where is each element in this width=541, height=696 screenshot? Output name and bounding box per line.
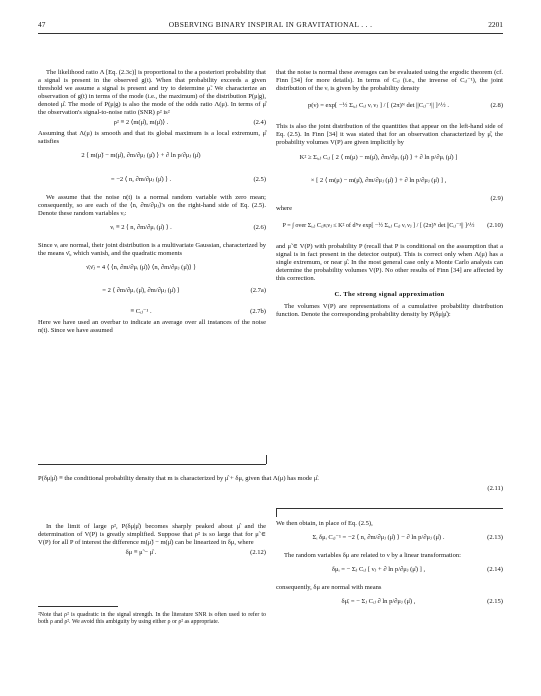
equation-2-5: 2 ⟨ m(μ̃) − m(μ̂), ∂m/∂μⱼ (μ̂) ⟩ + ∂ ln p/∂μⱼ (μ̂) xyxy=(81,152,201,159)
equation-2-15: δμ̄ᵢ = − Σⱼ Cᵢⱼ ∂ ln p/∂μⱼ (μ̂) , (2.15) xyxy=(341,598,503,605)
page-number: 47 xyxy=(38,20,46,29)
running-title: OBSERVING BINARY INSPIRAL IN GRAVITATIONAL . . . xyxy=(168,20,373,29)
paragraph: where xyxy=(276,205,292,212)
paragraph: This is also the joint distribution of the quantities that appear on the left-hand side of Eq. (2.5). In Finn [34] it was stated that for an observation characterized by μ̂, the probability volumes V(P) are given implicitly by xyxy=(276,123,503,146)
paragraph: consequently, δμ are normal with means xyxy=(276,584,382,591)
paragraph: The volumes V(P) are representations of a cumulative probability distribution function. Denote the corresponding probability density by P(δμ|μ̂): xyxy=(276,303,503,318)
right-column xyxy=(276,69,503,319)
running-header xyxy=(38,20,503,32)
equation-2-12: δμ ≡ μ̃ − μ̂ . (2.12) xyxy=(125,549,266,556)
equation-2-7a: = 2 ⟨ ∂m/∂μᵢ (μ̂), ∂m/∂μⱼ (μ̂) ⟩ (2.7a) xyxy=(102,287,266,294)
lower-right-column xyxy=(276,520,503,616)
paragraph: We assume that the noise n(t) is a normal random variable with zero mean; consequently, so are each of the ⟨n, ∂m/∂μⱼ⟩'s on the right-hand side of Eq. (2.5). Denote these random variables νᵢ: xyxy=(38,194,266,217)
paragraph: The random variables δμ are related to ν by a linear transformation: xyxy=(284,552,461,559)
equation-2-7: ν̄ᵢν̄ⱼ = 4 ⟨ ⟨n, ∂m/∂μᵢ (μ̂)⟩ ⟨n, ∂m/∂μⱼ (μ̂)⟩ ⟩ xyxy=(86,264,196,271)
paragraph: We then obtain, in place of Eq. (2.5), xyxy=(276,520,373,527)
equation-2-9-number: (2.9) xyxy=(490,195,503,202)
equation-2-14: δμᵢ = − Σⱼ Cᵢⱼ [ νⱼ + ∂ ln p/∂μⱼ (μ̂) ] , (2.14) xyxy=(331,566,503,573)
paragraph: that the noise is normal these averages can be evaluated using the ergodic theorem (cf. Finn [34] for more details). In terms of Cᵢⱼ (i.e., the inverse of Cᵢⱼ⁻¹), the joint distribution of the νᵢ is given by the probability density xyxy=(276,69,503,92)
equation-2-5-line2: = −2 ⟨ n, ∂m/∂μⱼ (μ̂) ⟩ . (2.5) xyxy=(110,176,266,183)
paragraph: Since νᵢ are normal, their joint distribution is a multivariate Gaussian, characterized by the means ν̄ᵢ, which vanish, and the quadratic moments xyxy=(38,242,266,257)
equation-2-11: P(δμ|μ̂) ≡ the conditional probability density that m is characterized by μ̂ + δμ, given that Λ(μ) has mode μ̂. (2.11) xyxy=(38,475,503,492)
column-rule-right-tick xyxy=(276,508,277,517)
column-rule-left-tick xyxy=(266,455,267,464)
equation-2-4: ρ² ≡ 2 ⟨m(μ̂), m(μ̂)⟩ . (2.4) xyxy=(113,119,266,126)
column-rule-left xyxy=(38,464,266,465)
equation-2-7b: ≡ Cᵢⱼ⁻¹ . (2.7b) xyxy=(130,308,266,315)
paragraph: and μ̃ ∈ V(P) with probability P (recall that P is conditional on the assumption that a signal is in fact present in the detector output). This is correct only when Λ(μ) has a single extremum, or near μ̂. In the most general case only a Monte Carlo analysis can determine the probability volumes V(P). No other results of Finn [34] are affected by this correction. xyxy=(276,243,503,282)
section-title: C. The strong signal approximation xyxy=(334,291,445,298)
paragraph: Here we have used an overbar to indicate an average over all instances of the noise n(t). Since we have assumed xyxy=(38,319,266,334)
equation-2-8: p(ν) = exp[ −½ Σᵢ,ⱼ Cᵢⱼ νᵢ νⱼ ] / [ (2π)ᴺ det ||Cᵢⱼ⁻¹|| ]^½ . (2.8) xyxy=(308,102,503,109)
paragraph: The likelihood ratio Λ [Eq. (2.3c)] is proportional to the a posteriori probability that a signal is present in the observed g(t). When that probability exceeds a given threshold we assume a signal is present and try to determine μ̃. We characterize an observation of g(t) in terms of the mode (i.e., the maximum) of the distribution P(μ|g), denoted μ̂. The mode of P(μ|g) is also the mode of the odds ratio Λ(μ). In terms of μ̂ the observation's signal-to-noise ratio (SNR) ρ² is² xyxy=(38,69,266,116)
footnote: ²Note that ρ² is quadratic in the signal strength. In the literature SNR is often used to refer to both ρ and ρ². We avoid this ambiguity by using either ρ or ρ² as appropriate. xyxy=(38,612,266,626)
footnote-rule xyxy=(38,606,118,607)
paragraph: In the limit of large ρ², P(δμ|μ̂) becomes sharply peaked about μ̂ and the determination of V(P) is greatly simplified. Suppose that ρ² is so large that for μ̃ ∈ V(P) for all P of interest the difference m(μ̃) − m(μ̂) can be linearized in δμ, where xyxy=(38,523,266,546)
equation-2-9-line2: × [ 2 ⟨ m(μ) − m(μ̂), ∂m/∂μⱼ (μ̂) ⟩ + ∂ ln p/∂μⱼ (μ̂) ] , xyxy=(310,177,447,184)
page-number-right: 2201 xyxy=(488,20,503,29)
equation-2-10: P = ∫ over Σᵢ,ⱼ Cᵢⱼνᵢνⱼ ≤ K² of dᴺν exp[ −½ Σᵢ,ⱼ Cᵢⱼ νᵢ νⱼ ] / [ (2π)ᴺ det ||Cᵢⱼ⁻¹|| ]^½ (2.10) xyxy=(282,222,503,229)
column-rule-right xyxy=(276,508,503,509)
left-column xyxy=(38,69,266,335)
paragraph: Assuming that Λ(μ) is smooth and that its global maximum is a local extremum, μ̂ satisfies xyxy=(38,130,266,145)
lower-left-column xyxy=(38,523,266,560)
equation-2-13: Σᵢ δμᵢ Cᵢⱼ⁻¹ = −2 ⟨ n, ∂m/∂μⱼ (μ̂) ⟩ − ∂ ln p/∂μⱼ (μ̂) . (2.13) xyxy=(312,534,503,541)
header-rule xyxy=(38,33,503,34)
equation-2-9: K² ≥ Σᵢ,ⱼ Cᵢⱼ [ 2 ⟨ m(μ) − m(μ̂), ∂m/∂μᵢ (μ̂) ⟩ + ∂ ln p/∂μᵢ (μ̂) ] xyxy=(299,154,458,161)
equation-2-6: νᵢ ≡ 2 ⟨ n, ∂m/∂μᵢ (μ̂) ⟩ . (2.6) xyxy=(110,224,266,231)
